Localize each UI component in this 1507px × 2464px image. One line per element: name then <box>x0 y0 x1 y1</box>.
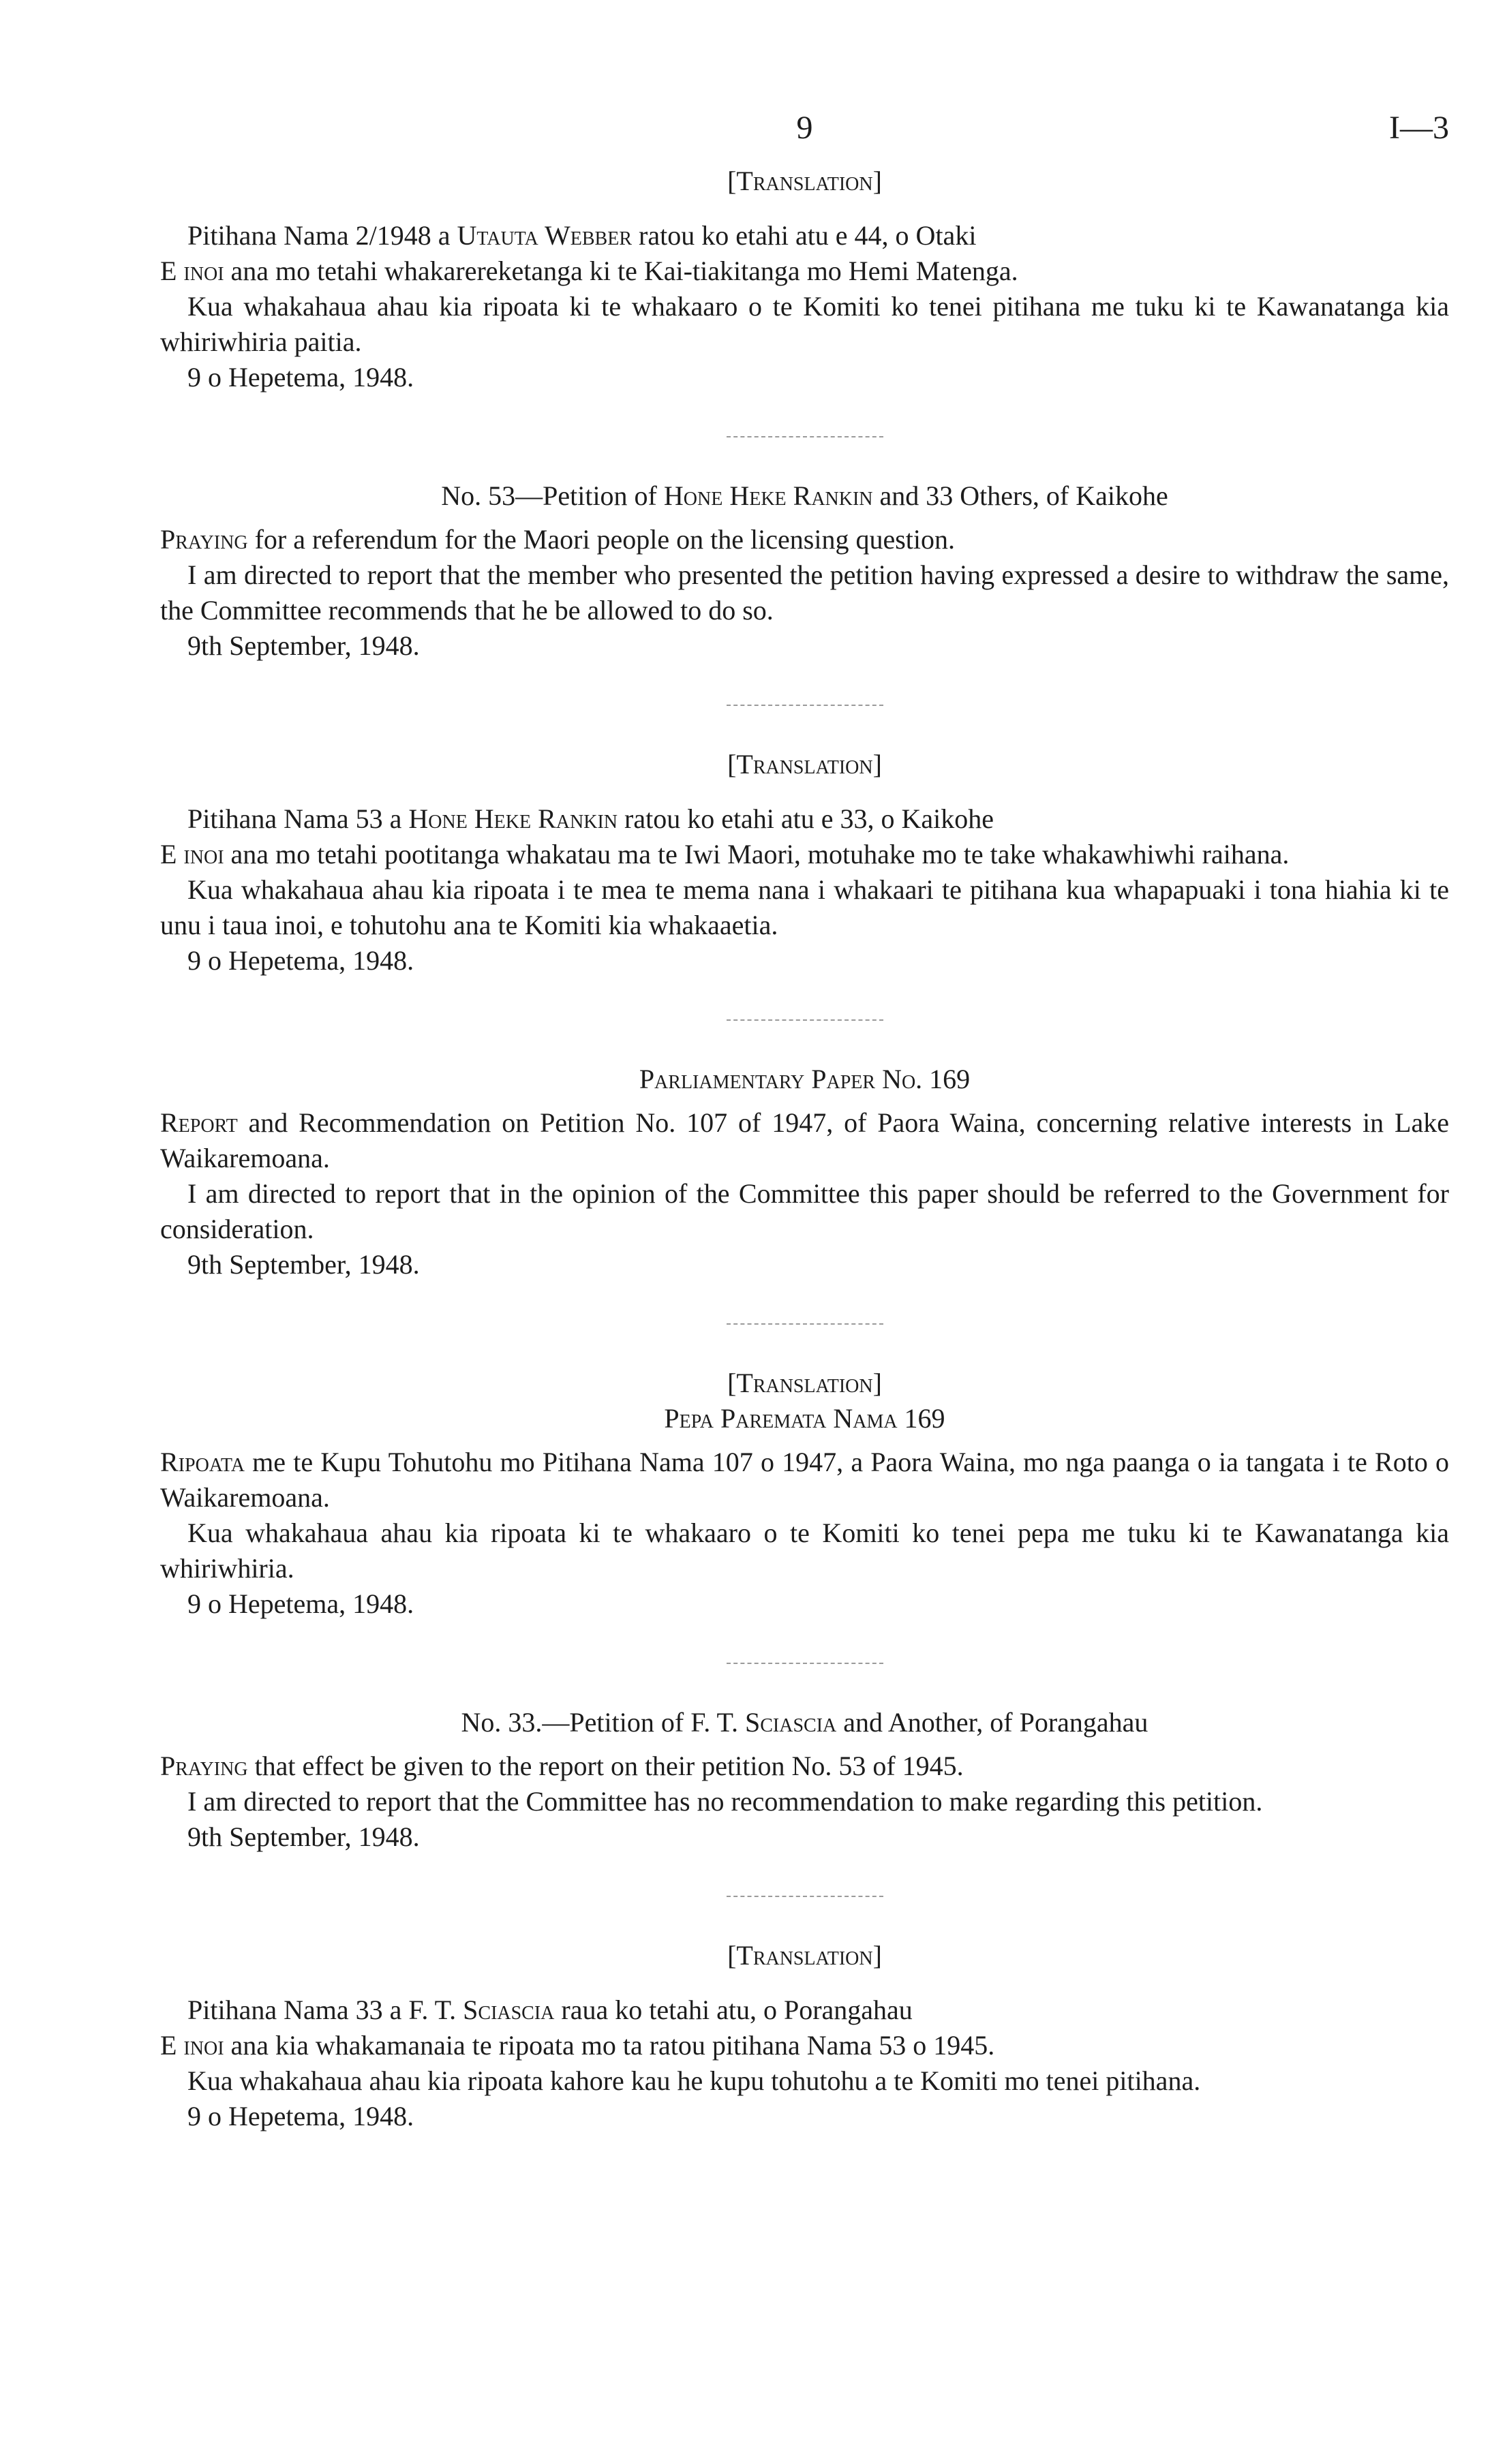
section-divider <box>727 1663 883 1664</box>
title-text: No. 33.—Petition of F. T. <box>461 1707 745 1738</box>
prayer-text: ana kia whakamanaia te ripoata mo ta ratou pitihana Nama 53 o 1945. <box>224 2030 995 2061</box>
report-date: 9 o Hepetema, 1948. <box>187 1588 414 1619</box>
petitioner-name: Sciascia <box>463 1995 555 2025</box>
prayer-text: ana mo tetahi pootitanga whakatau ma te Iwi Maori, motuhake mo te take whakawhiwhi raihana. <box>224 839 1290 869</box>
report-date: 9th September, 1948. <box>187 1249 420 1280</box>
translation-label: [Translation] <box>727 749 882 780</box>
report-heading-text: and Recommendation on Petition No. 107 of 1947, of Paora Waina, concerning relative interests in Lake Waikaremoana. <box>160 1107 1449 1173</box>
section-divider <box>727 1323 883 1325</box>
prayer-text: that effect be given to the report on their petition No. 53 of 1945. <box>247 1751 964 1781</box>
report-lead: Ripoata <box>160 1447 245 1477</box>
petition-heading <box>160 218 1449 253</box>
section-petition-53 <box>160 478 1449 664</box>
heading-text: Pitihana Nama 33 a F. T. <box>187 1995 463 2025</box>
section-petition-33-translation <box>160 1938 1449 2134</box>
report-paragraph: Kua whakahaua ahau kia ripoata ki te whakaaro o te Komiti ko tenei pepa me tuku ki te Kawanatanga kia whiriwhiria. <box>160 1518 1449 1584</box>
title-text: and 33 Others, of Kaikohe <box>872 480 1168 511</box>
report-paragraph: Kua whakahaua ahau kia ripoata ki te whakaaro o te Komiti ko tenei pitihana me tuku ki te Kawanatanga kia whiriwhiria paitia. <box>160 291 1449 357</box>
prayer-lead: Praying <box>160 524 248 555</box>
prayer-lead: E inoi <box>160 839 224 869</box>
document-reference: I—3 <box>1389 110 1449 146</box>
translation-label: [Translation] <box>727 1940 882 1971</box>
prayer-paragraph <box>160 253 1449 289</box>
petition-heading <box>160 801 1449 837</box>
report-date: 9 o Hepetema, 1948. <box>187 2101 414 2131</box>
petition-title <box>160 478 1449 514</box>
heading-text: ratou ko etahi atu e 44, o Otaki <box>632 220 977 251</box>
paper-title: Parliamentary Paper No. 169 <box>639 1064 971 1094</box>
paper-title: Pepa Paremata Nama 169 <box>664 1403 945 1434</box>
petitioner-name: Utauta Webber <box>457 220 633 251</box>
title-text: and Another, of Porangahau <box>836 1707 1148 1738</box>
report-paragraph: I am directed to report that the Committee has no recommendation to make regarding this petition. <box>187 1786 1263 1817</box>
report-heading-text: me te Kupu Tohutohu mo Pitihana Nama 107 o 1947, a Paora Waina, mo nga paanga o ia tangata i te Roto o Waikaremoana. <box>160 1447 1449 1513</box>
prayer-paragraph <box>160 522 1449 557</box>
title-text: No. 53—Petition of <box>441 480 664 511</box>
heading-text: ratou ko etahi atu e 33, o Kaikohe <box>618 803 994 834</box>
report-date: 9 o Hepetema, 1948. <box>187 945 414 976</box>
section-divider <box>727 1896 883 1897</box>
petition-heading <box>160 1992 1449 2028</box>
prayer-lead: E inoi <box>160 256 224 286</box>
section-divider <box>727 705 883 706</box>
prayer-lead: E inoi <box>160 2030 224 2061</box>
prayer-paragraph <box>160 1749 1449 1784</box>
section-petition-33 <box>160 1705 1449 1855</box>
section-petition-2-1948-translation <box>160 164 1449 395</box>
petitioner-name: Hone Heke Rankin <box>663 480 873 511</box>
report-heading-paragraph <box>160 1445 1449 1515</box>
page-number: 9 <box>796 110 813 146</box>
heading-text: raua ko tetahi atu, o Porangahau <box>554 1995 913 2025</box>
translation-label: [Translation] <box>727 1368 882 1398</box>
translation-label: [Translation] <box>727 166 882 196</box>
prayer-lead: Praying <box>160 1751 248 1781</box>
report-paragraph: I am directed to report that in the opinion of the Committee this paper should be referred to the Government for consideration. <box>160 1178 1449 1244</box>
heading-text: Pitihana Nama 2/1948 a <box>187 220 457 251</box>
report-paragraph: I am directed to report that the member who presented the petition having expressed a desire to withdraw the same, the Committee recommends that he be allowed to do so. <box>160 559 1449 626</box>
section-divider <box>727 436 883 437</box>
section-paper-169-translation <box>160 1366 1449 1622</box>
prayer-paragraph <box>160 2028 1449 2063</box>
petitioner-name: Sciascia <box>745 1707 837 1738</box>
page-header <box>160 0 1449 164</box>
petition-title <box>160 1705 1449 1740</box>
section-parliamentary-paper-169 <box>160 1062 1449 1282</box>
heading-text: Pitihana Nama 53 a <box>187 803 409 834</box>
section-petition-53-translation <box>160 747 1449 979</box>
petitioner-name: Hone Heke Rankin <box>408 803 618 834</box>
prayer-text: for a referendum for the Maori people on the licensing question. <box>247 524 956 555</box>
report-date: 9th September, 1948. <box>187 1821 420 1852</box>
report-lead: Report <box>160 1107 238 1138</box>
section-divider <box>727 1019 883 1021</box>
report-heading-paragraph <box>160 1105 1449 1176</box>
prayer-text: ana mo tetahi whakarereketanga ki te Kai-tiakitanga mo Hemi Matenga. <box>224 256 1018 286</box>
report-paragraph: Kua whakahaua ahau kia ripoata kahore kau he kupu tohutohu a te Komiti mo tenei pitihana. <box>187 2065 1201 2096</box>
report-date: 9 o Hepetema, 1948. <box>187 362 414 392</box>
report-date: 9th September, 1948. <box>187 630 420 661</box>
report-paragraph: Kua whakahaua ahau kia ripoata i te mea te mema nana i whakaari te pitihana kua whapapuaki i tona hiahia ki te unu i taua inoi, e tohutohu ana te Komiti kia whakaaetia. <box>160 874 1449 940</box>
prayer-paragraph <box>160 837 1449 872</box>
